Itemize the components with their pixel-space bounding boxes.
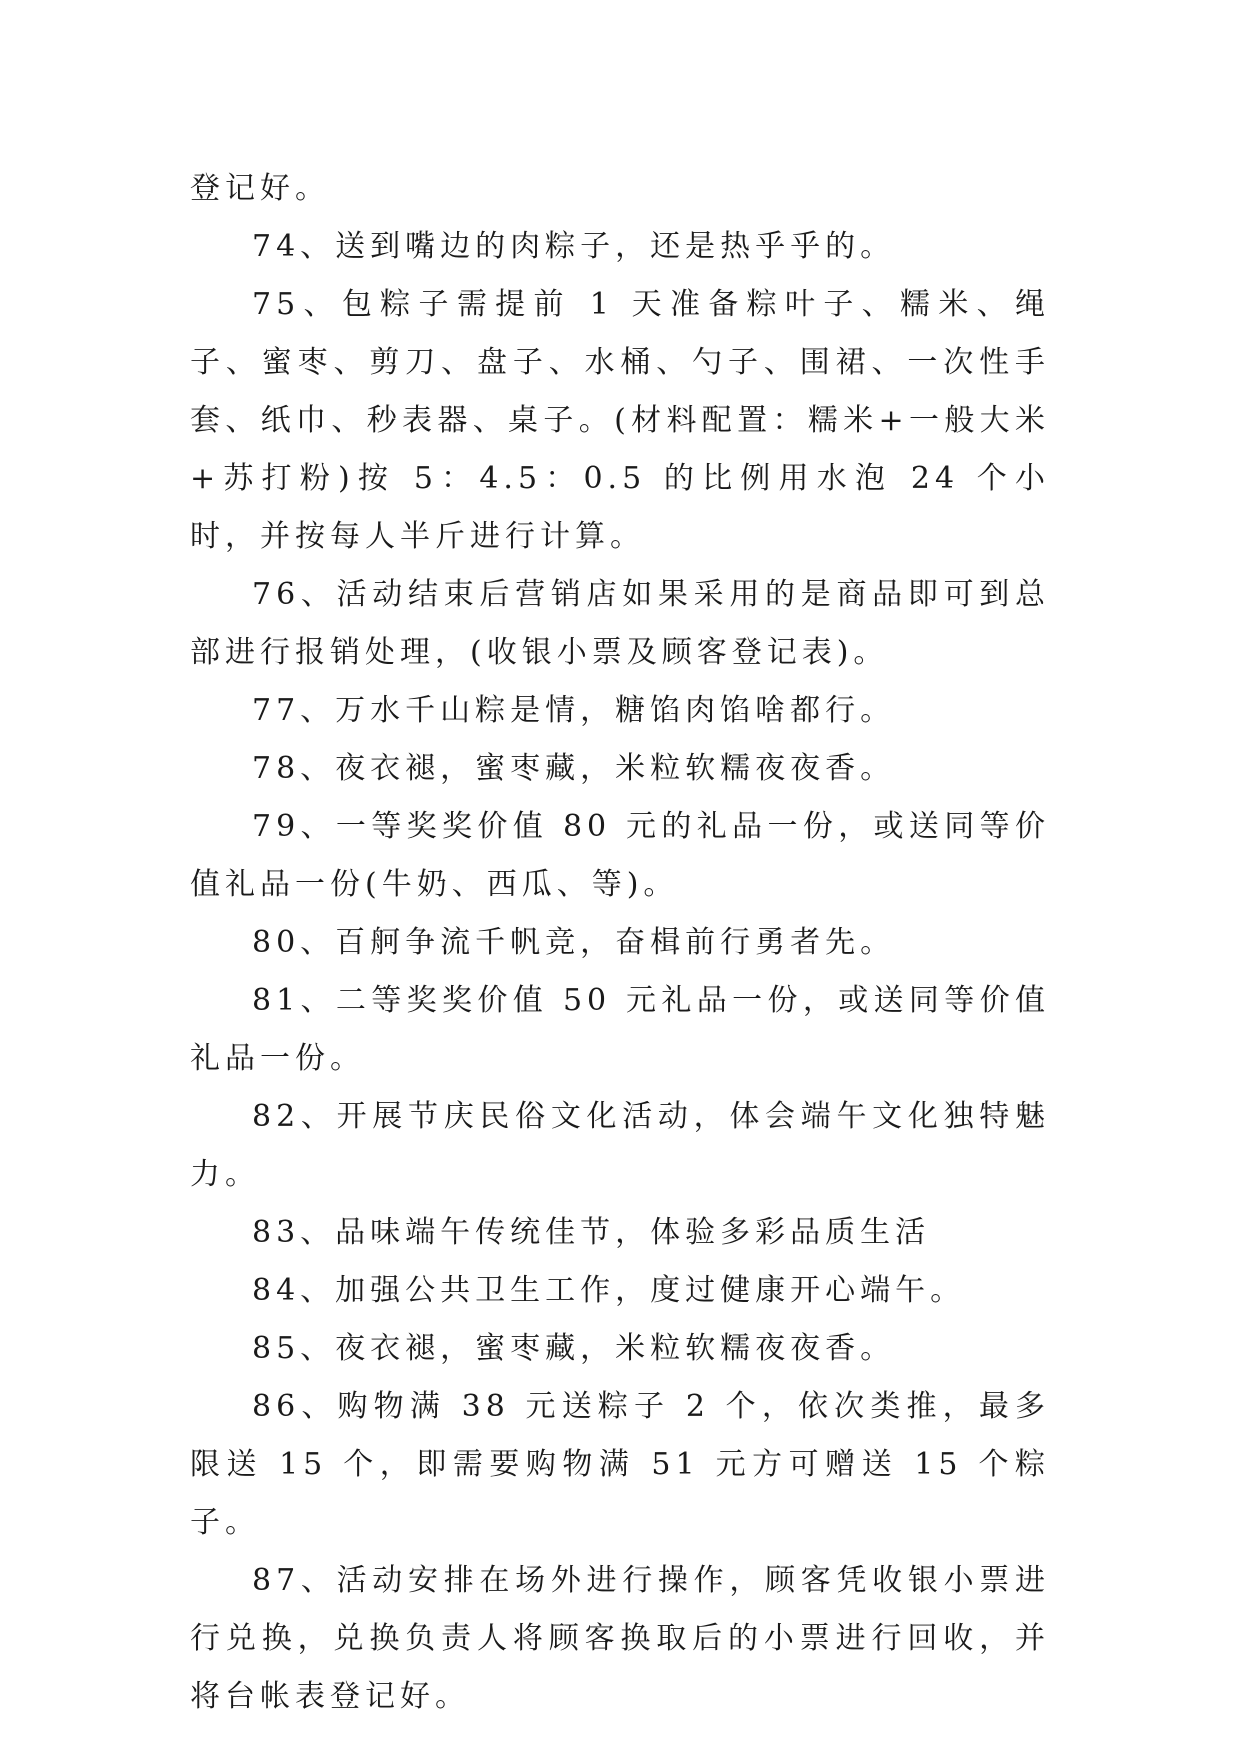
paragraph-84: 84、加强公共卫生工作，度过健康开心端午。 [252,1273,966,1308]
paragraph-87: 87、活动安排在场外进行操作，顾客凭收银小票进行兑换，兑换负责人将顾客换取后的小票进行回收，并将台帐表登记好。 [190,1563,1050,1714]
paragraph-77: 77、万水千山粽是情，糖馅肉馅啥都行。 [252,693,896,728]
document-body [190,160,1050,1726]
paragraph-74: 74、送到嘴边的肉粽子，还是热乎乎的。 [252,229,896,264]
paragraph-75: 75、包粽子需提前 1 天准备粽叶子、糯米、绳子、蜜枣、剪刀、盘子、水桶、勺子、围裙、一次性手套、纸巾、秒表器、桌子。(材料配置：糯米+一般大米+苏打粉)按 5：4.5：0.5 的比例用水泡 24 个小时，并按每人半斤进行计算。 [190,287,1050,554]
paragraph-76: 76、活动结束后营销店如果采用的是商品即可到总部进行报销处理，(收银小票及顾客登记表)。 [190,577,1050,670]
paragraph-81: 81、二等奖奖价值 50 元礼品一份，或送同等价值礼品一份。 [190,983,1050,1076]
paragraph-85: 85、夜衣褪，蜜枣藏，米粒软糯夜夜香。 [252,1331,896,1366]
paragraph-83: 83、品味端午传统佳节，体验多彩品质生活 [252,1215,931,1250]
paragraph-continuation: 登记好。 [190,171,330,206]
paragraph-78: 78、夜衣褪，蜜枣藏，米粒软糯夜夜香。 [252,751,896,786]
paragraph-82: 82、开展节庆民俗文化活动，体会端午文化独特魅力。 [190,1099,1050,1192]
paragraph-79: 79、一等奖奖价值 80 元的礼品一份，或送同等价值礼品一份(牛奶、西瓜、等)。 [190,809,1050,902]
paragraph-80: 80、百舸争流千帆竞，奋楫前行勇者先。 [252,925,896,960]
paragraph-86: 86、购物满 38 元送粽子 2 个，依次类推，最多限送 15 个，即需要购物满 51 元方可赠送 15 个粽子。 [190,1389,1050,1540]
